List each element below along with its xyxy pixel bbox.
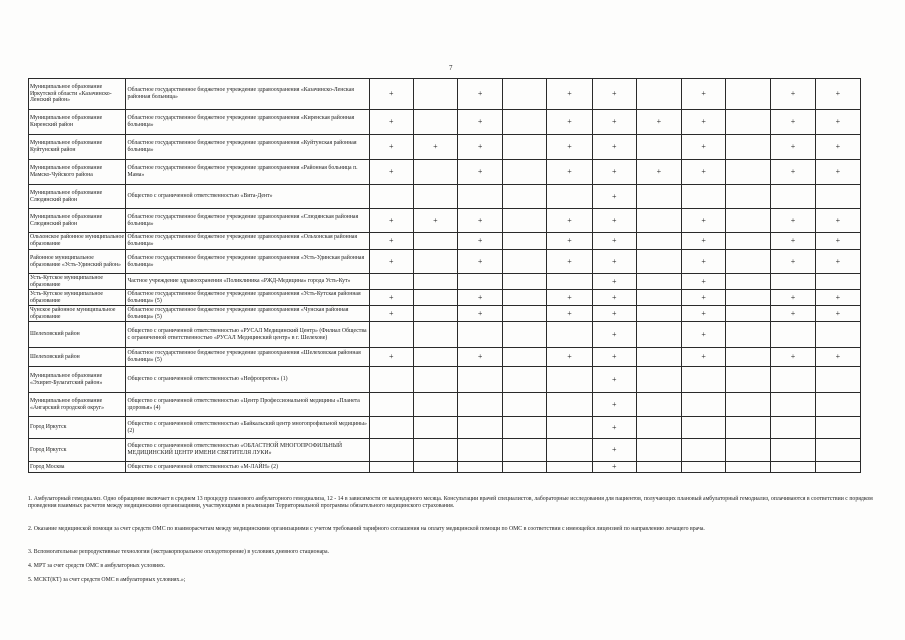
service-mark-cell — [413, 367, 457, 393]
service-mark-cell — [815, 417, 860, 439]
service-mark-cell: + — [458, 209, 503, 233]
service-mark-cell — [682, 367, 726, 393]
service-mark-cell — [369, 367, 413, 393]
municipality-cell: Муниципальное образование Иркутской области «Казачинско-Ленский район» — [29, 79, 126, 110]
service-mark-cell: + — [771, 79, 815, 110]
service-mark-cell — [547, 322, 592, 348]
service-mark-cell: + — [413, 135, 457, 160]
service-mark-cell — [413, 306, 457, 322]
municipality-cell: Муниципальное образование «Эхирит-Булагатский район» — [29, 367, 126, 393]
organization-cell: Общество с ограниченной ответственностью «Вита-Дент» — [126, 185, 369, 209]
organization-cell: Областное государственное бюджетное учреждение здравоохранения «Киренская районная больница» — [126, 110, 369, 135]
organization-cell: Общество с ограниченной ответственностью «Нефропротек» (1) — [126, 367, 369, 393]
service-mark-cell: + — [682, 274, 726, 290]
service-mark-cell — [369, 322, 413, 348]
municipality-cell: Муниципальное образование Мамско-Чуйского района — [29, 160, 126, 185]
table-row — [29, 233, 861, 250]
service-mark-cell — [771, 367, 815, 393]
service-mark-cell: + — [369, 135, 413, 160]
service-mark-cell: + — [592, 367, 636, 393]
service-mark-cell: + — [771, 110, 815, 135]
service-mark-cell — [503, 209, 547, 233]
service-mark-cell: + — [815, 306, 860, 322]
service-mark-cell — [369, 185, 413, 209]
footnote-1: 1. Амбулаторный гемодиализ. Одно обращение включает в среднем 13 процедур планового амбулаторного гемодиализа, 12 - 14 в зависимости от календарного месяца. Консультации врачей специалистов, лабораторные исследования для пациентов, получающих плановый амбулаторный гемодиализ, оплачиваются в соответствии с порядком проведения взаимных расчетов между медицинскими организациями, участвующими в реализации Территориальной программы обязательного медицинского страхования. — [28, 496, 873, 509]
service-mark-cell — [815, 439, 860, 462]
service-mark-cell: + — [682, 110, 726, 135]
service-mark-cell: + — [592, 209, 636, 233]
service-mark-cell: + — [458, 135, 503, 160]
service-mark-cell — [636, 209, 681, 233]
service-mark-cell — [815, 462, 860, 473]
service-mark-cell — [726, 79, 771, 110]
service-mark-cell — [636, 417, 681, 439]
service-mark-cell — [771, 417, 815, 439]
service-mark-cell: + — [547, 233, 592, 250]
service-mark-cell — [413, 290, 457, 306]
service-mark-cell: + — [815, 79, 860, 110]
service-mark-cell — [771, 393, 815, 417]
service-mark-cell: + — [369, 348, 413, 367]
service-mark-cell: + — [815, 250, 860, 274]
service-mark-cell: + — [592, 322, 636, 348]
table-row — [29, 274, 861, 290]
organization-cell: Областное государственное бюджетное учреждение здравоохранения «Чунская районная больница» (5) — [126, 306, 369, 322]
service-mark-cell — [458, 393, 503, 417]
service-mark-cell: + — [682, 290, 726, 306]
service-mark-cell — [726, 322, 771, 348]
municipality-cell: Усть-Кутское муниципальное образование — [29, 274, 126, 290]
service-mark-cell — [503, 233, 547, 250]
service-mark-cell: + — [592, 250, 636, 274]
service-mark-cell — [413, 348, 457, 367]
service-mark-cell — [369, 462, 413, 473]
footnote-3: 3. Вспомогательные репродуктивные технологии (экстракорпоральное оплодотворение) в условиях дневного стационара. — [28, 549, 330, 555]
municipality-cell: Город Иркутск — [29, 439, 126, 462]
service-mark-cell — [413, 110, 457, 135]
organization-cell: Общество с ограниченной ответственностью «М-ЛАЙН» (2) — [126, 462, 369, 473]
service-mark-cell — [636, 135, 681, 160]
service-mark-cell: + — [413, 209, 457, 233]
service-mark-cell — [413, 233, 457, 250]
table-row — [29, 79, 861, 110]
service-mark-cell — [369, 274, 413, 290]
service-mark-cell: + — [458, 250, 503, 274]
municipality-cell: Муниципальное образование Куйтунский район — [29, 135, 126, 160]
table-row — [29, 348, 861, 367]
service-mark-cell — [636, 348, 681, 367]
table-row — [29, 110, 861, 135]
service-mark-cell: + — [682, 250, 726, 274]
organization-cell: Областное государственное бюджетное учреждение здравоохранения «Районная больница п. Мама» — [126, 160, 369, 185]
service-mark-cell — [413, 250, 457, 274]
service-mark-cell — [636, 290, 681, 306]
organization-cell: Областное государственное бюджетное учреждение здравоохранения «Усть-Удинская районная больница» — [126, 250, 369, 274]
service-mark-cell — [458, 462, 503, 473]
service-mark-cell — [726, 439, 771, 462]
footnotes — [28, 496, 878, 584]
service-mark-cell: + — [682, 209, 726, 233]
service-mark-cell — [636, 274, 681, 290]
service-mark-cell — [503, 322, 547, 348]
service-mark-cell — [503, 185, 547, 209]
service-mark-cell: + — [592, 79, 636, 110]
service-mark-cell: + — [592, 290, 636, 306]
service-mark-cell — [726, 274, 771, 290]
service-mark-cell: + — [369, 209, 413, 233]
footnote-5: 5. МСКТ(КТ) за счет средств ОМС в амбулаторных условиях.»; — [28, 577, 186, 583]
service-mark-cell: + — [369, 306, 413, 322]
service-mark-cell — [503, 274, 547, 290]
footnote-4: 4. МРТ за счет средств ОМС в амбулаторных условиях. — [28, 563, 166, 569]
service-mark-cell: + — [771, 290, 815, 306]
service-mark-cell — [369, 417, 413, 439]
municipality-cell: Усть-Кутское муниципальное образование — [29, 290, 126, 306]
service-mark-cell — [636, 79, 681, 110]
service-mark-cell — [815, 367, 860, 393]
table-row — [29, 417, 861, 439]
service-mark-cell — [815, 185, 860, 209]
service-mark-cell — [636, 439, 681, 462]
organization-cell: Общество с ограниченной ответственностью «Центр Профессиональной медицины «Планета здоровья» (4) — [126, 393, 369, 417]
service-mark-cell: + — [458, 306, 503, 322]
municipality-cell: Муниципальное образование «Ангарский городской округ» — [29, 393, 126, 417]
service-mark-cell: + — [815, 135, 860, 160]
table-row — [29, 439, 861, 462]
service-mark-cell — [636, 322, 681, 348]
service-mark-cell: + — [592, 348, 636, 367]
service-mark-cell — [771, 322, 815, 348]
table-row — [29, 462, 861, 473]
municipality-cell: Город Москва — [29, 462, 126, 473]
service-mark-cell: + — [636, 160, 681, 185]
service-mark-cell — [547, 462, 592, 473]
service-mark-cell — [503, 439, 547, 462]
service-mark-cell: + — [636, 110, 681, 135]
service-mark-cell: + — [682, 135, 726, 160]
service-mark-cell: + — [771, 233, 815, 250]
service-mark-cell — [726, 306, 771, 322]
service-mark-cell — [413, 417, 457, 439]
service-mark-cell: + — [592, 135, 636, 160]
organization-cell: Общество с ограниченной ответственностью «РУСАЛ Медицинский Центр» (Филиал Общества с ограниченной ответственностью «РУСАЛ Медицинский центр» в г. Шелехове) — [126, 322, 369, 348]
service-mark-cell — [771, 439, 815, 462]
service-mark-cell: + — [547, 290, 592, 306]
service-mark-cell — [682, 439, 726, 462]
service-mark-cell: + — [771, 209, 815, 233]
service-mark-cell — [636, 367, 681, 393]
service-mark-cell: + — [369, 233, 413, 250]
service-mark-cell: + — [592, 185, 636, 209]
municipality-cell: Районное муниципальное образование «Усть-Удинский район» — [29, 250, 126, 274]
service-mark-cell — [726, 367, 771, 393]
service-mark-cell — [682, 185, 726, 209]
service-mark-cell — [726, 185, 771, 209]
service-mark-cell: + — [771, 160, 815, 185]
service-mark-cell — [503, 79, 547, 110]
service-mark-cell — [413, 322, 457, 348]
service-mark-cell — [503, 160, 547, 185]
service-mark-cell — [726, 135, 771, 160]
service-mark-cell — [413, 79, 457, 110]
organization-cell: Общество с ограниченной ответственностью «ОБЛАСТНОЙ МНОГОПРОФИЛЬНЫЙ МЕДИЦИНСКИЙ ЦЕНТР ИМЕНИ СВЯТИТЕЛЯ ЛУКИ» — [126, 439, 369, 462]
service-mark-cell — [369, 393, 413, 417]
service-mark-cell: + — [547, 79, 592, 110]
service-mark-cell — [413, 393, 457, 417]
service-mark-cell: + — [547, 160, 592, 185]
service-mark-cell: + — [771, 135, 815, 160]
service-mark-cell — [726, 393, 771, 417]
service-mark-cell: + — [815, 209, 860, 233]
service-mark-cell: + — [547, 306, 592, 322]
municipality-cell: Муниципальное образование Слюдянский район — [29, 209, 126, 233]
service-mark-cell: + — [369, 250, 413, 274]
service-mark-cell — [458, 417, 503, 439]
table-row — [29, 160, 861, 185]
service-mark-cell — [503, 110, 547, 135]
organization-cell: Областное государственное бюджетное учреждение здравоохранения «Усть-Кутская районная больница» (5) — [126, 290, 369, 306]
service-mark-cell: + — [682, 233, 726, 250]
service-mark-cell: + — [592, 110, 636, 135]
service-mark-cell: + — [592, 233, 636, 250]
service-mark-cell — [547, 393, 592, 417]
service-mark-cell: + — [369, 79, 413, 110]
service-mark-cell: + — [458, 79, 503, 110]
table-body — [29, 79, 861, 473]
service-mark-cell — [458, 367, 503, 393]
service-mark-cell: + — [592, 274, 636, 290]
service-mark-cell: + — [458, 110, 503, 135]
service-mark-cell — [726, 417, 771, 439]
service-mark-cell — [458, 185, 503, 209]
municipality-cell: Чунское районное муниципальное образование — [29, 306, 126, 322]
municipality-cell: Шелеховский район — [29, 322, 126, 348]
service-mark-cell — [726, 209, 771, 233]
service-mark-cell — [369, 439, 413, 462]
service-mark-cell: + — [682, 306, 726, 322]
service-mark-cell: + — [592, 417, 636, 439]
organization-cell: Областное государственное бюджетное учреждение здравоохранения «Ольхонская районная больница» — [126, 233, 369, 250]
service-mark-cell — [726, 462, 771, 473]
service-mark-cell — [682, 393, 726, 417]
service-mark-cell — [458, 274, 503, 290]
table-row — [29, 250, 861, 274]
service-mark-cell — [503, 417, 547, 439]
service-mark-cell: + — [682, 160, 726, 185]
organization-cell: Частное учреждение здравоохранения «Поликлиника «РЖД-Медицина» города Усть-Кут» — [126, 274, 369, 290]
service-mark-cell — [815, 322, 860, 348]
organization-cell: Областное государственное бюджетное учреждение здравоохранения «Слюдянская районная больница» — [126, 209, 369, 233]
service-mark-cell — [636, 250, 681, 274]
service-mark-cell — [413, 185, 457, 209]
service-mark-cell — [503, 306, 547, 322]
service-mark-cell: + — [458, 290, 503, 306]
service-mark-cell — [815, 393, 860, 417]
service-mark-cell: + — [458, 233, 503, 250]
municipality-cell: Муниципальное образование Киренский район — [29, 110, 126, 135]
municipality-cell: Муниципальное образование Слюдянский район — [29, 185, 126, 209]
service-mark-cell: + — [369, 290, 413, 306]
service-mark-cell: + — [815, 110, 860, 135]
municipality-cell: Ольхонское районное муниципальное образование — [29, 233, 126, 250]
service-mark-cell — [726, 110, 771, 135]
service-mark-cell: + — [815, 290, 860, 306]
service-mark-cell: + — [547, 209, 592, 233]
organization-cell: Областное государственное бюджетное учреждение здравоохранения «Казачинско-Ленская районная больница» — [126, 79, 369, 110]
service-mark-cell — [726, 233, 771, 250]
service-mark-cell — [682, 417, 726, 439]
table-row — [29, 209, 861, 233]
service-mark-cell — [726, 290, 771, 306]
service-mark-cell — [503, 290, 547, 306]
service-mark-cell — [458, 439, 503, 462]
service-mark-cell: + — [592, 393, 636, 417]
service-mark-cell — [636, 393, 681, 417]
service-mark-cell — [771, 274, 815, 290]
medical-organizations-table — [28, 78, 861, 473]
service-mark-cell — [547, 439, 592, 462]
service-mark-cell: + — [547, 110, 592, 135]
service-mark-cell — [726, 348, 771, 367]
service-mark-cell — [547, 417, 592, 439]
service-mark-cell: + — [592, 439, 636, 462]
table-row — [29, 306, 861, 322]
service-mark-cell — [771, 185, 815, 209]
service-mark-cell — [458, 322, 503, 348]
service-mark-cell — [547, 185, 592, 209]
organization-cell: Общество с ограниченной ответственностью «Байкальский центр многопрофильной медицины» (2) — [126, 417, 369, 439]
service-mark-cell: + — [815, 348, 860, 367]
service-mark-cell: + — [547, 135, 592, 160]
service-mark-cell: + — [682, 322, 726, 348]
service-mark-cell: + — [815, 233, 860, 250]
service-mark-cell: + — [458, 160, 503, 185]
organization-cell: Областное государственное бюджетное учреждение здравоохранения «Шелеховская районная больница» (5) — [126, 348, 369, 367]
table-row — [29, 135, 861, 160]
table-row — [29, 290, 861, 306]
service-mark-cell — [413, 439, 457, 462]
service-mark-cell — [503, 462, 547, 473]
table-row — [29, 393, 861, 417]
service-mark-cell — [726, 160, 771, 185]
service-mark-cell: + — [369, 110, 413, 135]
service-mark-cell — [413, 160, 457, 185]
service-mark-cell — [726, 250, 771, 274]
page-number: 7 — [449, 64, 453, 72]
service-mark-cell: + — [815, 160, 860, 185]
municipality-cell: Шелеховский район — [29, 348, 126, 367]
service-mark-cell — [413, 462, 457, 473]
service-mark-cell: + — [592, 306, 636, 322]
service-mark-cell: + — [547, 348, 592, 367]
service-mark-cell — [547, 274, 592, 290]
service-mark-cell: + — [592, 160, 636, 185]
service-mark-cell — [815, 274, 860, 290]
service-mark-cell — [503, 135, 547, 160]
service-mark-cell — [413, 274, 457, 290]
service-mark-cell — [682, 462, 726, 473]
service-mark-cell — [503, 348, 547, 367]
service-mark-cell: + — [592, 462, 636, 473]
service-mark-cell: + — [458, 348, 503, 367]
service-mark-cell: + — [771, 306, 815, 322]
table-row — [29, 322, 861, 348]
organization-cell: Областное государственное бюджетное учреждение здравоохранения «Куйтунская районная больница» — [126, 135, 369, 160]
service-mark-cell: + — [369, 160, 413, 185]
service-mark-cell — [503, 367, 547, 393]
service-mark-cell — [636, 306, 681, 322]
service-mark-cell — [503, 393, 547, 417]
service-mark-cell — [547, 367, 592, 393]
service-mark-cell — [503, 250, 547, 274]
service-mark-cell — [771, 462, 815, 473]
service-mark-cell: + — [771, 348, 815, 367]
service-mark-cell — [636, 185, 681, 209]
table-row — [29, 185, 861, 209]
footnote-2: 2. Оказание медицинской помощи за счет средств ОМС по взаиморасчетам между медицинскими организациями с учетом требований тарифного соглашения на оплату медицинской помощи по ОМС в соответствии с имеющейся лицензией по направлению лечащего врача. — [28, 526, 705, 532]
service-mark-cell: + — [682, 348, 726, 367]
service-mark-cell: + — [771, 250, 815, 274]
service-mark-cell: + — [547, 250, 592, 274]
service-mark-cell: + — [682, 79, 726, 110]
municipality-cell: Город Иркутск — [29, 417, 126, 439]
table-row — [29, 367, 861, 393]
service-mark-cell — [636, 233, 681, 250]
service-mark-cell — [636, 462, 681, 473]
